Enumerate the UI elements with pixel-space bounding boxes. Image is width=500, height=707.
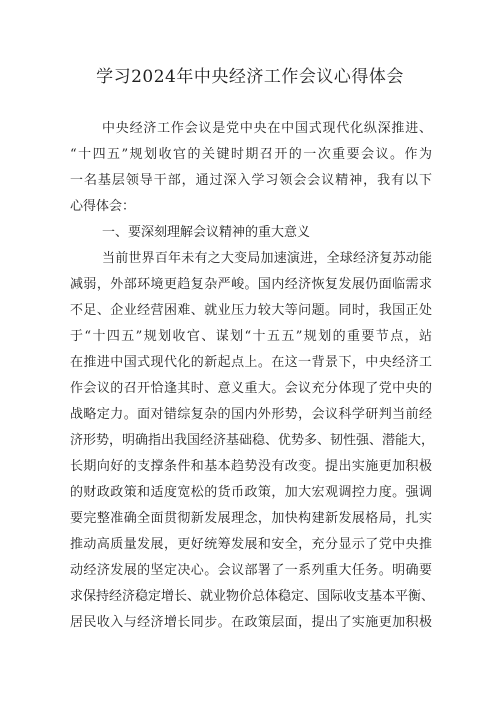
body-line-15: 居民收入与经济增长同步。在政策层面，提出了实施更加积极 <box>70 615 432 630</box>
body-line-2: 减弱，外部环境更趋复杂严峻。国内经济恢复发展仍面临需求 <box>70 277 432 292</box>
body-line-6: 作会议的召开恰逢其时、意义重大。会议充分体现了党中央的 <box>70 381 432 396</box>
body-line-8: 济形势，明确指出我国经济基础稳、优势多、韧性强、潜能大， <box>70 433 435 448</box>
intro-line-4: 心得体会： <box>70 199 136 214</box>
body-line-13: 动经济发展的坚定决心。会议部署了一系列重大任务。明确要 <box>70 563 432 578</box>
body-line-12: 推动高质量发展，更好统筹发展和安全，充分显示了党中央推 <box>70 537 432 552</box>
intro-line-1: 中央经济工作会议是党中央在中国式现代化纵深推进、 <box>102 121 432 136</box>
intro-line-2: “十四五”规划收官的关键时期召开的一次重要会议。作为 <box>70 147 432 162</box>
body-line-7: 战略定力。面对错综复杂的国内外形势，会议科学研判当前经 <box>70 407 432 422</box>
body-line-14: 求保持经济稳定增长、就业物价总体稳定、国际收支基本平衡、 <box>70 589 435 604</box>
body-line-4: 于“十四五”规划收官、谋划“十五五”规划的重要节点，站 <box>70 329 432 344</box>
body-line-11: 要完整准确全面贯彻新发展理念，加快构建新发展格局，扎实 <box>70 511 432 526</box>
section-heading: 一、要深刻理解会议精神的重大意义 <box>102 225 311 240</box>
body-line-1: 当前世界百年未有之大变局加速演进，全球经济复苏动能 <box>102 251 432 266</box>
body-line-5: 在推进中国式现代化的新起点上。在这一背景下，中央经济工 <box>70 355 432 370</box>
document-title: 学习2024年中央经济工作会议心得体会 <box>96 67 404 87</box>
intro-line-3: 一名基层领导干部，通过深入学习领会会议精神，我有以下 <box>70 173 432 188</box>
body-line-3: 不足、企业经营困难、就业压力较大等问题。同时，我国正处 <box>70 303 432 318</box>
body-line-10: 的财政政策和适度宽松的货币政策，加大宏观调控力度。强调 <box>70 485 432 500</box>
body-line-9: 长期向好的支撑条件和基本趋势没有改变。提出实施更加积极 <box>70 459 432 474</box>
